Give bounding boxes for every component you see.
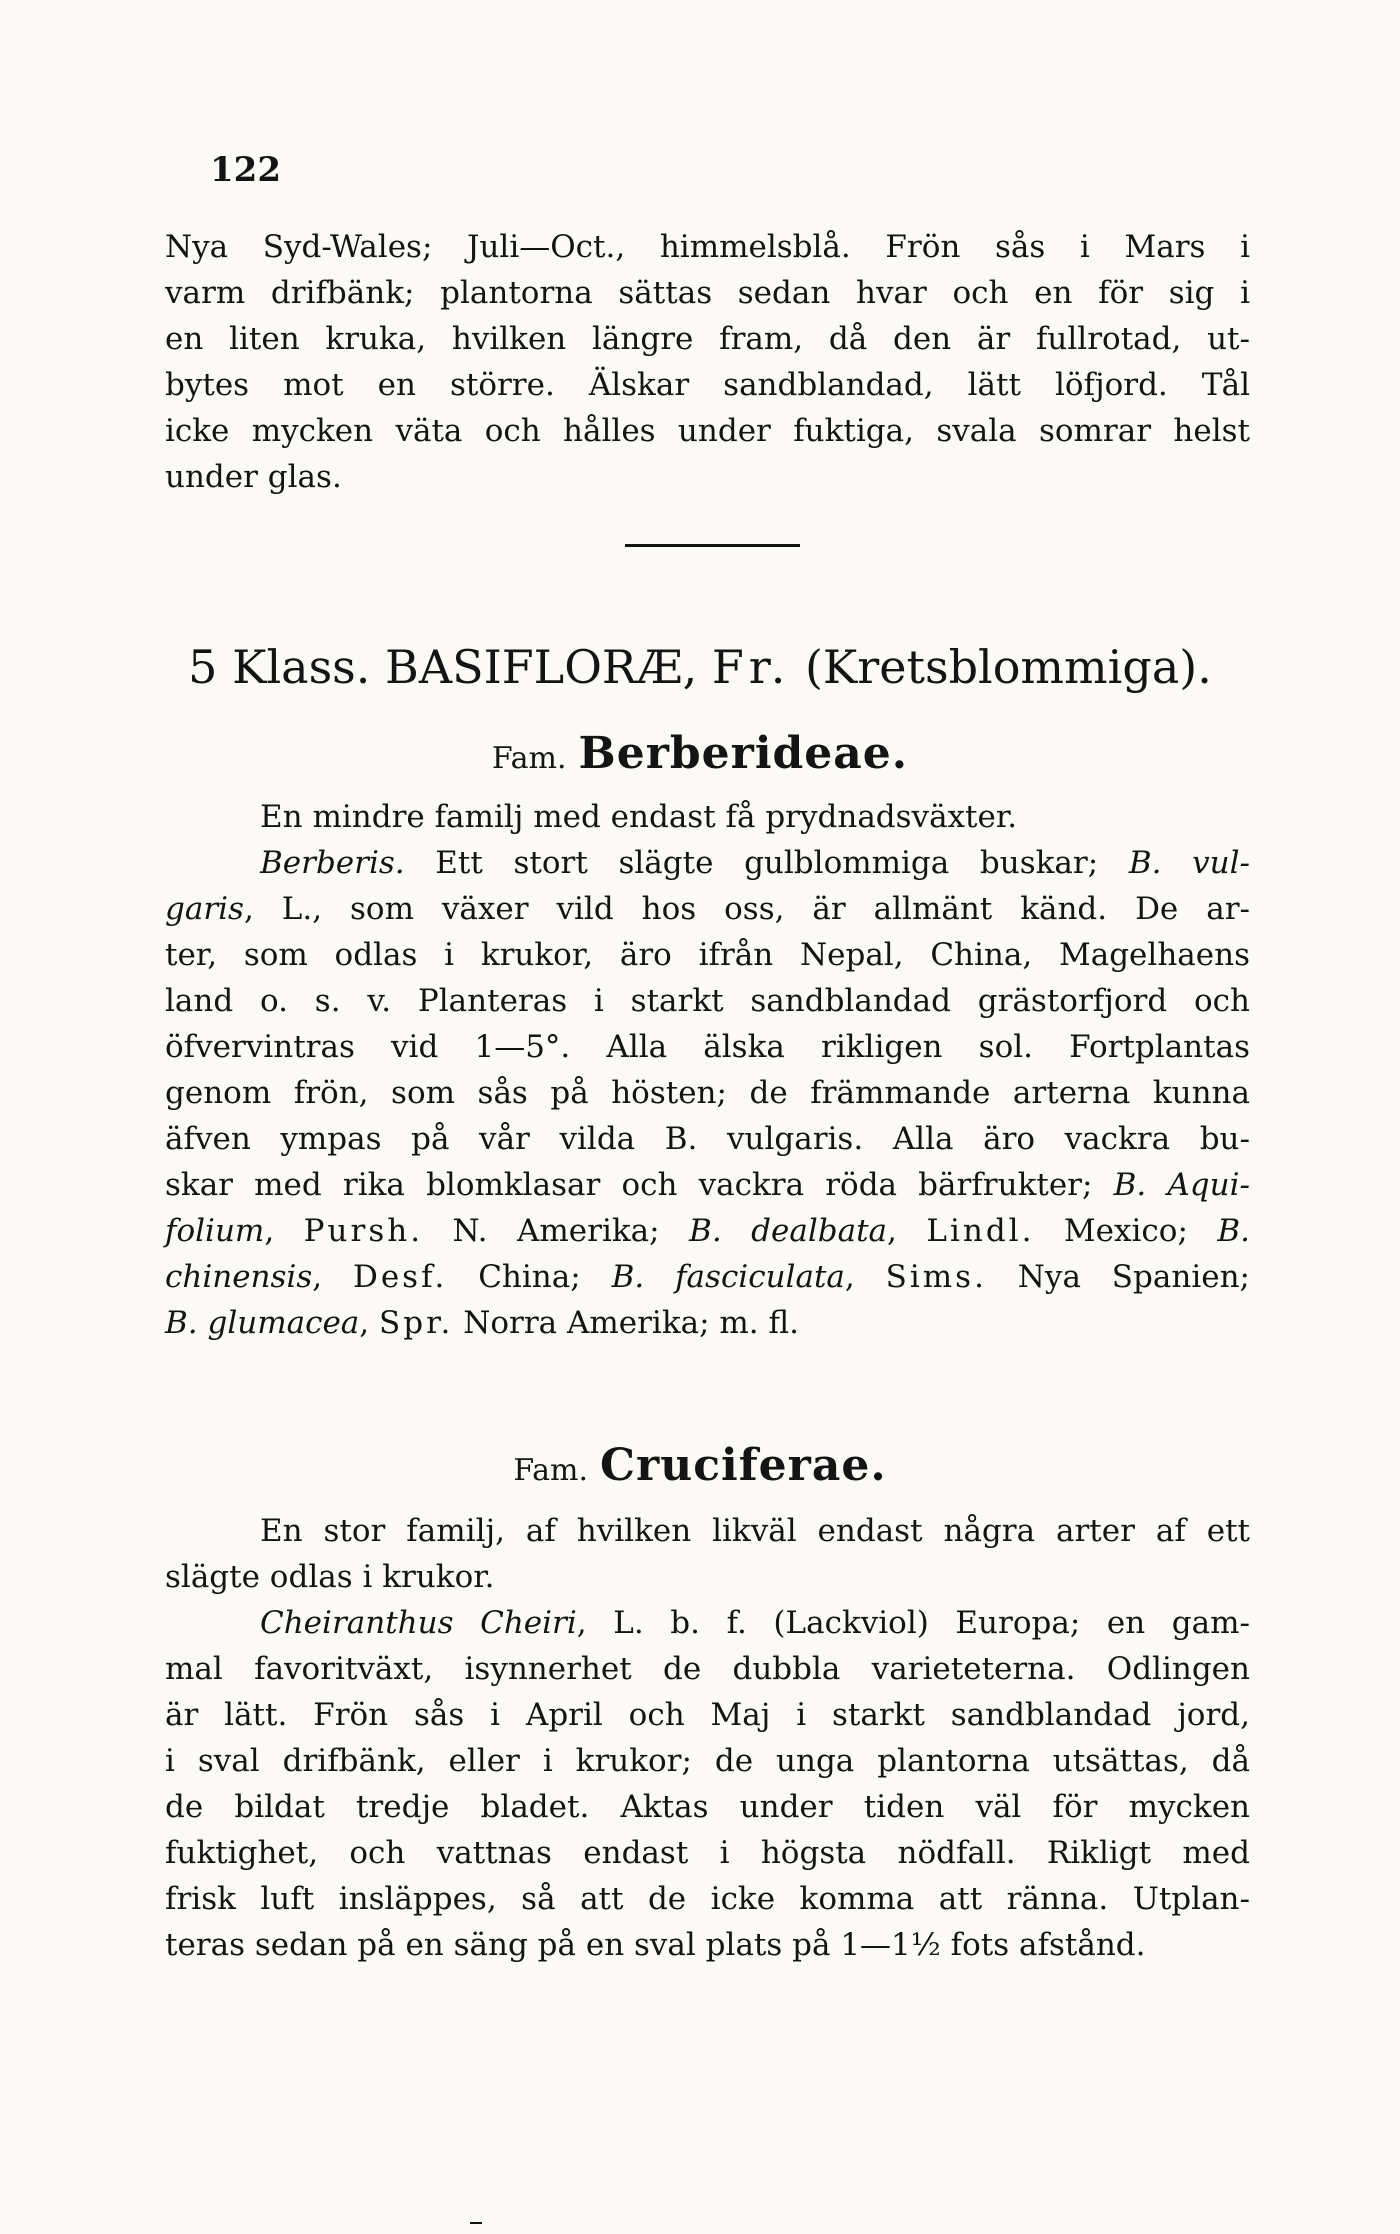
text-line: slägte odlas i krukor. (165, 1559, 495, 1595)
species-name: B. glumacea (165, 1305, 360, 1341)
species-name: B. Aqui- (1113, 1167, 1250, 1203)
text-line: Cheiranthus Cheiri, L. b. f. (Lackviol) Europa; en gam- (260, 1605, 1250, 1641)
text-line: bytes mot en större. Älskar sandblandad, lätt löfjord. Tål (165, 367, 1250, 403)
family-prefix: Fam. (513, 1453, 589, 1488)
author-name: Lindl. (926, 1213, 1035, 1249)
class-number: 5 (188, 640, 218, 694)
text-line: En stor familj, af hvilken likväl endast några arter af ett (260, 1513, 1250, 1549)
text-line: B. glumacea, Spr. Norra Amerika; m. fl. (165, 1305, 800, 1341)
text-line: öfvervintras vid 1—5°. Alla älska rikligen sol. Fortplantas (165, 1029, 1250, 1065)
section-divider (625, 544, 800, 547)
family-heading-cruciferae (0, 1440, 1400, 1491)
class-swedish-name: (Kretsblommiga). (804, 640, 1212, 694)
species-name: B. dealbata (689, 1213, 888, 1249)
footer-mark (470, 2222, 482, 2224)
text-line: garis, L., som växer vild hos oss, är allmänt känd. De ar- (165, 891, 1250, 927)
text-line: icke mycken väta och hålles under fuktiga, svala somrar helst (165, 413, 1250, 449)
text-line: ter, som odlas i krukor, äro ifrån Nepal, China, Magelhaens (165, 937, 1250, 973)
class-word: Klass. (232, 640, 371, 694)
text-line: folium, Pursh. N. Amerika; B. dealbata, Lindl. Mexico; B. (165, 1213, 1250, 1249)
text-line: de bildat tredje bladet. Aktas under tiden väl för mycken (165, 1789, 1250, 1825)
author-name: Sims. (885, 1259, 987, 1295)
text-line: varm drifbänk; plantorna sättas sedan hvar och en för sig i (165, 275, 1250, 311)
author-name: Pursh. (303, 1213, 424, 1249)
text-line: är lätt. Frön sås i April och Maj i starkt sandblandad jord, (165, 1697, 1250, 1733)
species-name: B. fasciculata (611, 1259, 845, 1295)
family-name: Berberideae. (578, 728, 909, 779)
text-line: Berberis. Ett stort slägte gulblommiga buskar; B. vul- (260, 845, 1251, 881)
author-name: Spr. (379, 1305, 454, 1341)
species-name: folium (165, 1213, 265, 1249)
text-line: äfven ympas på vår vilda B. vulgaris. Alla äro vackra bu- (165, 1121, 1250, 1157)
species-name: B. vul- (1128, 845, 1251, 881)
text-line: land o. s. v. Planteras i starkt sandblandad grästorfjord och (165, 983, 1250, 1019)
text-line: En mindre familj med endast få prydnadsväxter. (260, 799, 1018, 835)
text-line: under glas. (165, 459, 342, 495)
class-author: Fr. (711, 640, 791, 694)
page-number: 122 (210, 150, 281, 190)
text-line: frisk luft insläppes, så att de icke komma att ränna. Utplan- (165, 1881, 1250, 1917)
species-name: chinensis (165, 1259, 313, 1295)
species-name: garis (165, 891, 244, 927)
class-name: BASIFLORÆ, (385, 640, 698, 694)
text-line: chinensis, Desf. China; B. fasciculata, Sims. Nya Spanien; (165, 1259, 1250, 1295)
genus-name: Berberis. (260, 845, 405, 881)
berberideae-body (165, 840, 1250, 1346)
author-name: Desf. (352, 1259, 448, 1295)
text-line: fuktighet, och vattnas endast i högsta nödfall. Rikligt med (165, 1835, 1250, 1871)
text-line: Nya Syd-Wales; Juli—Oct., himmelsblå. Frön sås i Mars i (165, 229, 1250, 265)
family-name: Cruciferae. (600, 1440, 887, 1491)
species-name: Cheiranthus Cheiri (260, 1605, 577, 1641)
text-line: skar med rika blomklasar och vackra röda bärfrukter; B. Aqui- (165, 1167, 1250, 1203)
family-prefix: Fam. (491, 741, 567, 776)
berberideae-intro (165, 794, 1250, 840)
class-heading (0, 640, 1400, 694)
text-line: en liten kruka, hvilken längre fram, då den är fullrotad, ut- (165, 321, 1250, 357)
cruciferae-body (165, 1600, 1250, 1968)
intro-paragraph (165, 224, 1250, 500)
text-line: mal favoritväxt, isynnerhet de dubbla varieteterna. Odlingen (165, 1651, 1250, 1687)
text-line: genom frön, som sås på hösten; de främmande arterna kunna (165, 1075, 1250, 1111)
text-line: teras sedan på en säng på en sval plats på 1—1½ fots afstånd. (165, 1927, 1146, 1963)
text-line: i sval drifbänk, eller i krukor; de unga plantorna utsättas, då (165, 1743, 1250, 1779)
species-name: B. (1217, 1213, 1250, 1249)
family-heading-berberideae (0, 728, 1400, 779)
cruciferae-intro (165, 1508, 1250, 1600)
